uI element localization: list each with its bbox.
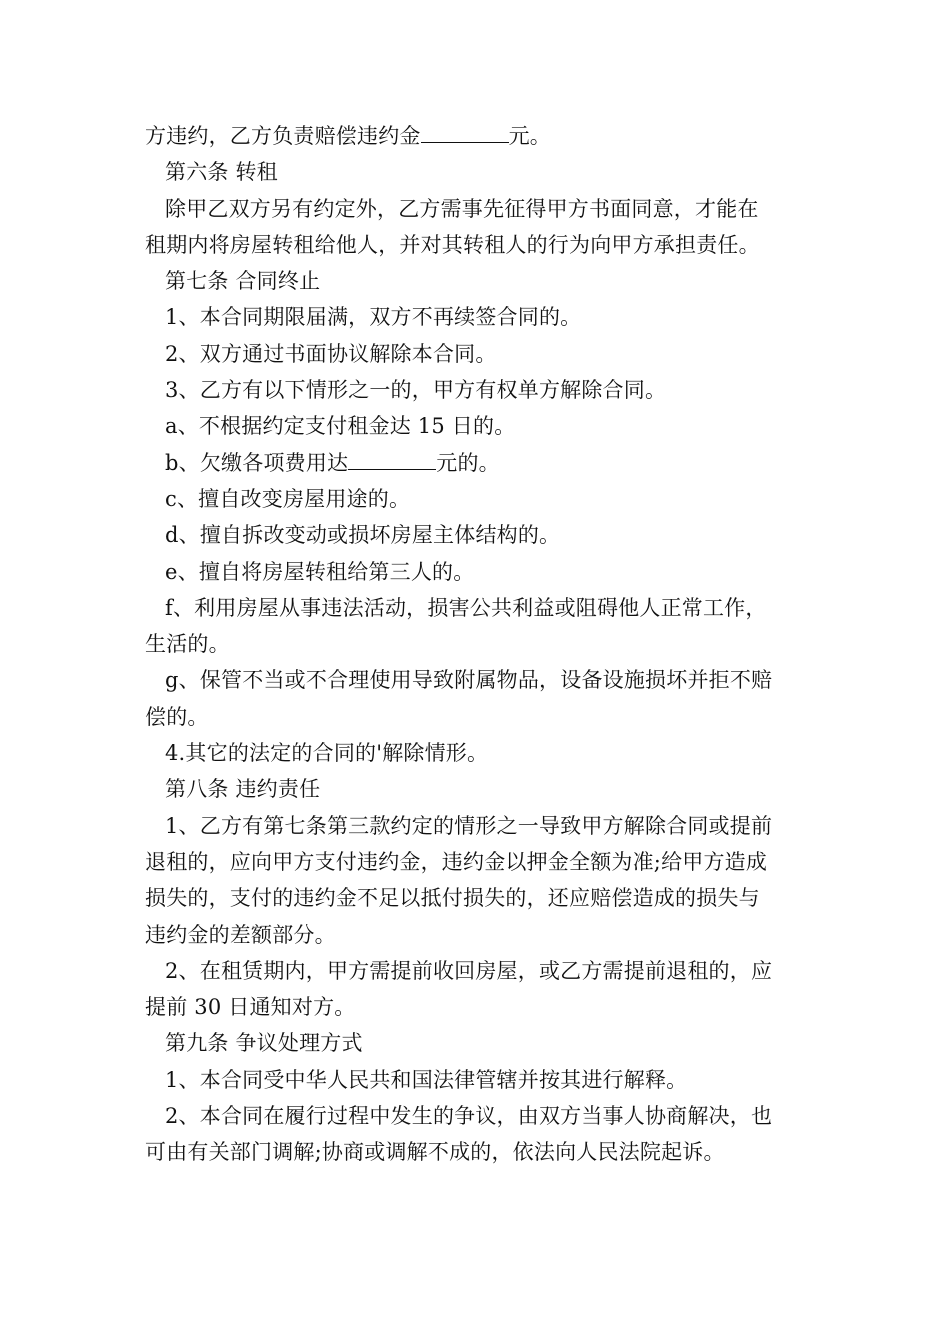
- document-line: [145, 917, 807, 953]
- document-line: [145, 590, 807, 626]
- line-text: d、擅自拆改变动或损坏房屋主体结构的。: [165, 523, 561, 548]
- document-line: [145, 227, 807, 263]
- line-text: 偿的。: [145, 704, 209, 729]
- line-text: 2、双方通过书面协议解除本合同。: [165, 341, 497, 366]
- document-line: [145, 372, 807, 408]
- line-text: 3、乙方有以下情形之一的，甲方有权单方解除合同。: [165, 378, 667, 403]
- fill-in-blank: [421, 124, 509, 143]
- document-line: [145, 517, 807, 553]
- line-text: f、利用房屋从事违法活动，损害公共利益或阻碍他人正常工作，: [165, 595, 767, 620]
- line-text: 4.其它的法定的合同的'解除情形。: [165, 741, 489, 766]
- line-text: e、擅自将房屋转租给第三人的。: [165, 559, 475, 584]
- line-text: 1、乙方有第七条第三款约定的情形之一导致甲方解除合同或提前: [165, 813, 773, 838]
- line-text: 1、本合同受中华人民共和国法律管辖并按其进行解释。: [165, 1067, 688, 1092]
- line-text: 提前 30 日通知对方。: [145, 995, 356, 1020]
- line-text-suffix: 元的。: [436, 450, 500, 475]
- line-text: 方违约，乙方负责赔偿违约金: [145, 124, 421, 148]
- document-line: [145, 953, 807, 989]
- fill-in-blank: [348, 451, 436, 470]
- document-line: [145, 445, 807, 481]
- document-line: [145, 118, 807, 154]
- document-line: [145, 191, 807, 227]
- article-heading: [145, 154, 807, 190]
- article-heading: [145, 771, 807, 807]
- line-text: 损失的，支付的违约金不足以抵付损失的，还应赔偿造成的损失与: [145, 886, 760, 911]
- line-text: 租期内将房屋转租给他人，并对其转租人的行为向甲方承担责任。: [145, 232, 760, 257]
- line-text: a、不根据约定支付租金达 15 日的。: [165, 414, 516, 439]
- line-text: 2、在租赁期内，甲方需提前收回房屋，或乙方需提前退租的，应: [165, 958, 773, 983]
- document-line: [145, 626, 807, 662]
- document-line: [145, 1098, 807, 1134]
- line-text: 第八条 违约责任: [165, 777, 321, 802]
- line-text-suffix: 元。: [508, 124, 552, 148]
- document-line: [145, 735, 807, 771]
- document-line: [145, 554, 807, 590]
- line-text: b、欠缴各项费用达: [165, 450, 349, 475]
- document-line: [145, 1134, 807, 1170]
- document-line: [145, 336, 807, 372]
- line-text: g、保管不当或不合理使用导致附属物品，设备设施损坏并拒不赔: [165, 668, 773, 693]
- line-text: 2、本合同在履行过程中发生的争议，由双方当事人协商解决，也: [165, 1104, 773, 1129]
- document-line: [145, 880, 807, 916]
- line-text: 违约金的差额部分。: [145, 922, 336, 947]
- line-text: 第七条 合同终止: [165, 269, 321, 294]
- article-heading: [145, 1025, 807, 1061]
- document-line: [145, 408, 807, 444]
- document-line: [145, 481, 807, 517]
- article-heading: [145, 263, 807, 299]
- document-line: [145, 844, 807, 880]
- document-body: [145, 118, 807, 1171]
- line-text: 生活的。: [145, 632, 230, 657]
- document-line: [145, 299, 807, 335]
- document-line: [145, 662, 807, 698]
- document-line: [145, 1062, 807, 1098]
- line-text: c、擅自改变房屋用途的。: [165, 486, 411, 511]
- line-text: 退租的，应向甲方支付违约金，违约金以押金全额为准;给甲方造成: [145, 849, 768, 874]
- document-line: [145, 989, 807, 1025]
- line-text: 1、本合同期限届满，双方不再续签合同的。: [165, 305, 582, 330]
- document-line: [145, 699, 807, 735]
- document-line: [145, 808, 807, 844]
- line-text: 除甲乙双方另有约定外，乙方需事先征得甲方书面同意，才能在: [165, 196, 759, 221]
- line-text: 可由有关部门调解;协商或调解不成的，依法向人民法院起诉。: [145, 1140, 725, 1165]
- line-text: 第九条 争议处理方式: [165, 1031, 363, 1056]
- line-text: 第六条 转租: [165, 160, 278, 185]
